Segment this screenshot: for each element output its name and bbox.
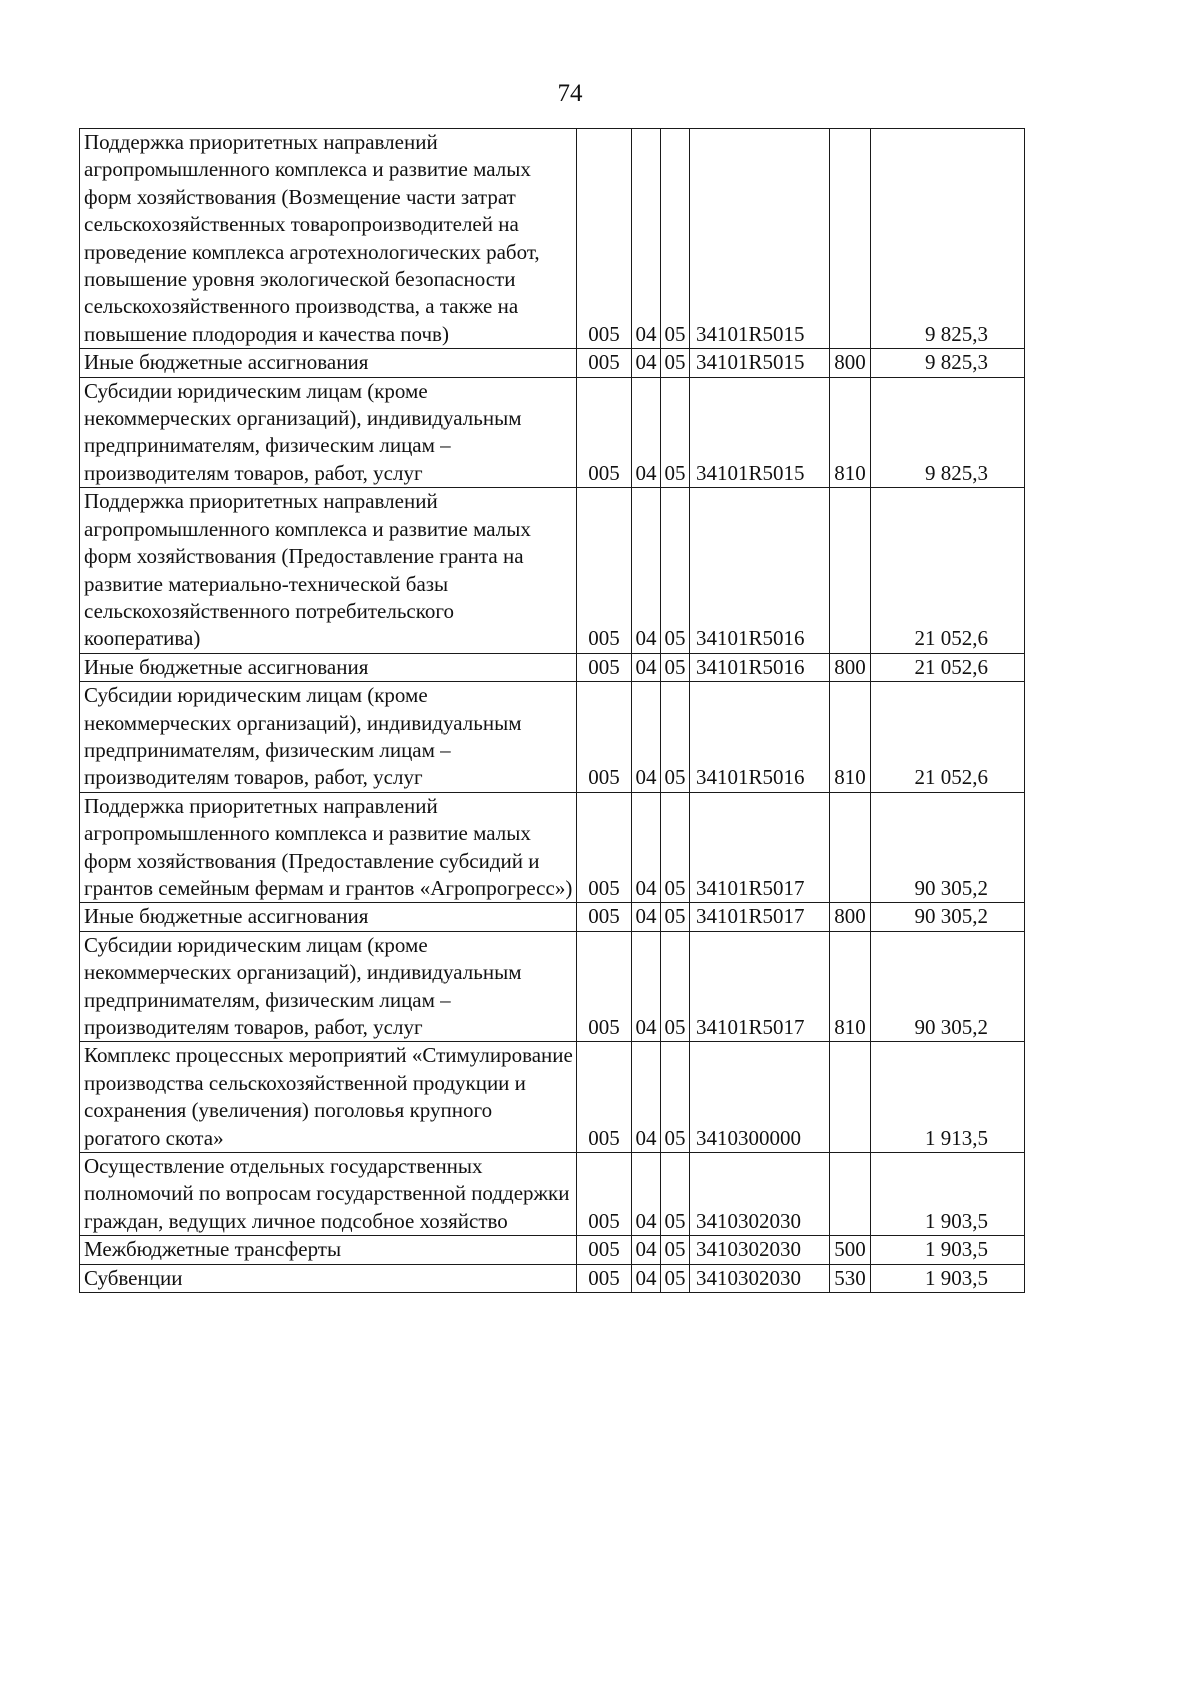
subsection-code: 05 xyxy=(661,488,690,653)
section-code: 04 xyxy=(632,653,661,681)
target-article-code: 3410300000 xyxy=(690,1042,830,1153)
table-row xyxy=(80,1264,1025,1292)
row-description: Поддержка приоритетных направлений агропромышленного комплекса и развитие малых форм хозяйствования (Предоставление гранта на развитие материально-технической базы сельскохозяйственного потребительского кооператива) xyxy=(80,488,577,653)
section-code: 04 xyxy=(632,129,661,349)
row-description: Иные бюджетные ассигнования xyxy=(80,903,577,931)
amount: 90 305,2 xyxy=(871,903,1025,931)
row-description: Поддержка приоритетных направлений агропромышленного комплекса и развитие малых форм хозяйствования (Возмещение части затрат сельскохозяйственных товаропроизводителей на проведение комплекса агротехнологических работ, повышение уровня экологической безопасности сельскохозяйственного производства, а также на повышение плодородия и качества почв) xyxy=(80,129,577,349)
expense-type-code: 800 xyxy=(830,903,871,931)
expense-type-code: 530 xyxy=(830,1264,871,1292)
expense-type-code: 800 xyxy=(830,349,871,377)
subsection-code: 05 xyxy=(661,931,690,1042)
grbs-code: 005 xyxy=(577,1042,632,1153)
amount: 9 825,3 xyxy=(871,377,1025,488)
section-code: 04 xyxy=(632,1236,661,1264)
grbs-code: 005 xyxy=(577,1153,632,1236)
expense-type-code: 810 xyxy=(830,377,871,488)
grbs-code: 005 xyxy=(577,682,632,793)
target-article-code: 34101R5015 xyxy=(690,129,830,349)
subsection-code: 05 xyxy=(661,377,690,488)
amount: 90 305,2 xyxy=(871,931,1025,1042)
row-description: Комплекс процессных мероприятий «Стимулирование производства сельскохозяйственной продукции и сохранения (увеличения) поголовья крупного рогатого скота» xyxy=(80,1042,577,1153)
table-row xyxy=(80,903,1025,931)
expense-type-code: 500 xyxy=(830,1236,871,1264)
subsection-code: 05 xyxy=(661,1153,690,1236)
subsection-code: 05 xyxy=(661,1042,690,1153)
amount: 21 052,6 xyxy=(871,682,1025,793)
section-code: 04 xyxy=(632,1042,661,1153)
expense-type-code: 800 xyxy=(830,653,871,681)
amount: 9 825,3 xyxy=(871,129,1025,349)
table-row xyxy=(80,653,1025,681)
amount: 1 903,5 xyxy=(871,1153,1025,1236)
grbs-code: 005 xyxy=(577,377,632,488)
table-row xyxy=(80,792,1025,903)
amount: 1 913,5 xyxy=(871,1042,1025,1153)
row-description: Межбюджетные трансферты xyxy=(80,1236,577,1264)
row-description: Субсидии юридическим лицам (кроме некоммерческих организаций), индивидуальным предпринимателям, физическим лицам – производителям товаров, работ, услуг xyxy=(80,377,577,488)
table-row xyxy=(80,1236,1025,1264)
row-description: Поддержка приоритетных направлений агропромышленного комплекса и развитие малых форм хозяйствования (Предоставление субсидий и грантов семейным фермам и грантов «Агропрогресс») xyxy=(80,792,577,903)
expense-type-code xyxy=(830,488,871,653)
table-row xyxy=(80,488,1025,653)
section-code: 04 xyxy=(632,682,661,793)
section-code: 04 xyxy=(632,377,661,488)
expense-type-code: 810 xyxy=(830,682,871,793)
page-number: 74 xyxy=(557,80,583,107)
section-code: 04 xyxy=(632,1153,661,1236)
section-code: 04 xyxy=(632,931,661,1042)
table-row xyxy=(80,129,1025,349)
table-row xyxy=(80,931,1025,1042)
expense-type-code xyxy=(830,129,871,349)
amount: 21 052,6 xyxy=(871,653,1025,681)
table-row xyxy=(80,349,1025,377)
section-code: 04 xyxy=(632,903,661,931)
target-article-code: 3410302030 xyxy=(690,1153,830,1236)
subsection-code: 05 xyxy=(661,792,690,903)
row-description: Иные бюджетные ассигнования xyxy=(80,653,577,681)
grbs-code: 005 xyxy=(577,129,632,349)
table-row xyxy=(80,377,1025,488)
subsection-code: 05 xyxy=(661,129,690,349)
row-description: Субсидии юридическим лицам (кроме некоммерческих организаций), индивидуальным предпринимателям, физическим лицам – производителям товаров, работ, услуг xyxy=(80,931,577,1042)
table-row xyxy=(80,682,1025,793)
target-article-code: 34101R5016 xyxy=(690,488,830,653)
expense-type-code xyxy=(830,1153,871,1236)
expense-type-code xyxy=(830,1042,871,1153)
grbs-code: 005 xyxy=(577,488,632,653)
target-article-code: 34101R5017 xyxy=(690,792,830,903)
grbs-code: 005 xyxy=(577,903,632,931)
expense-type-code xyxy=(830,792,871,903)
amount: 9 825,3 xyxy=(871,349,1025,377)
row-description: Субвенции xyxy=(80,1264,577,1292)
subsection-code: 05 xyxy=(661,903,690,931)
target-article-code: 34101R5016 xyxy=(690,682,830,793)
grbs-code: 005 xyxy=(577,1236,632,1264)
subsection-code: 05 xyxy=(661,349,690,377)
amount: 90 305,2 xyxy=(871,792,1025,903)
table-row xyxy=(80,1042,1025,1153)
amount: 21 052,6 xyxy=(871,488,1025,653)
row-description: Иные бюджетные ассигнования xyxy=(80,349,577,377)
target-article-code: 34101R5015 xyxy=(690,349,830,377)
grbs-code: 005 xyxy=(577,349,632,377)
target-article-code: 3410302030 xyxy=(690,1264,830,1292)
target-article-code: 3410302030 xyxy=(690,1236,830,1264)
grbs-code: 005 xyxy=(577,792,632,903)
grbs-code: 005 xyxy=(577,1264,632,1292)
amount: 1 903,5 xyxy=(871,1264,1025,1292)
section-code: 04 xyxy=(632,792,661,903)
grbs-code: 005 xyxy=(577,653,632,681)
section-code: 04 xyxy=(632,488,661,653)
subsection-code: 05 xyxy=(661,1264,690,1292)
row-description: Осуществление отдельных государственных полномочий по вопросам государственной поддержки граждан, ведущих личное подсобное хозяйство xyxy=(80,1153,577,1236)
section-code: 04 xyxy=(632,1264,661,1292)
target-article-code: 34101R5016 xyxy=(690,653,830,681)
section-code: 04 xyxy=(632,349,661,377)
target-article-code: 34101R5015 xyxy=(690,377,830,488)
subsection-code: 05 xyxy=(661,653,690,681)
target-article-code: 34101R5017 xyxy=(690,931,830,1042)
grbs-code: 005 xyxy=(577,931,632,1042)
expense-type-code: 810 xyxy=(830,931,871,1042)
budget-table xyxy=(79,128,1025,1293)
table-row xyxy=(80,1153,1025,1236)
subsection-code: 05 xyxy=(661,682,690,793)
row-description: Субсидии юридическим лицам (кроме некоммерческих организаций), индивидуальным предпринимателям, физическим лицам – производителям товаров, работ, услуг xyxy=(80,682,577,793)
target-article-code: 34101R5017 xyxy=(690,903,830,931)
subsection-code: 05 xyxy=(661,1236,690,1264)
table-body xyxy=(80,129,1025,1293)
amount: 1 903,5 xyxy=(871,1236,1025,1264)
